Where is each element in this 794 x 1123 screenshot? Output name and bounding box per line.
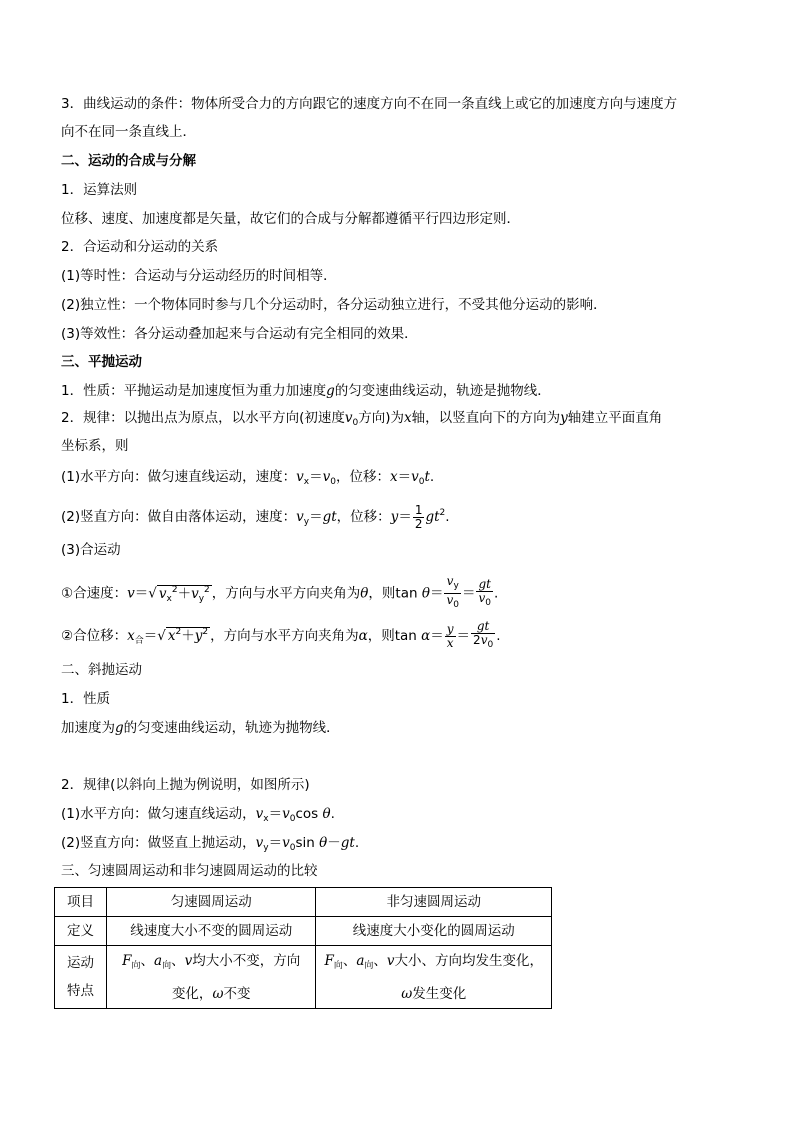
radicand <box>166 627 210 644</box>
text-line: 3．曲线运动的条件：物体所受合力的方向跟它的速度方向不在同一条直线上或它的加速度方向与速度方 <box>61 96 678 112</box>
table-cell <box>106 946 316 1009</box>
section-heading: 三、平抛运动 <box>61 354 142 370</box>
text: (1)水平方向：做匀速直线运动，速度： <box>61 469 297 485</box>
cell-text: 、 <box>140 952 155 969</box>
math-var: ω <box>401 985 413 1002</box>
math-sub: y <box>263 843 269 853</box>
text: . <box>354 835 360 851</box>
math-sub: 0 <box>418 477 425 487</box>
text: (2)竖直方向：做竖直上抛运动， <box>61 835 256 851</box>
math-var: g <box>115 720 124 736</box>
math-var: v <box>296 509 304 525</box>
text-line <box>61 800 739 828</box>
math-var: gt <box>340 835 355 851</box>
math-sub: 0 <box>453 600 459 610</box>
text: ，则tan <box>367 628 417 644</box>
math-var: t <box>424 469 430 485</box>
math-sub: 0 <box>352 418 359 428</box>
text: ＝ <box>430 628 444 644</box>
text: (2)竖直方向：做自由落体运动，速度： <box>61 509 297 525</box>
fraction <box>413 504 425 531</box>
table-cell <box>55 946 107 1009</box>
text-line <box>61 618 739 650</box>
math-var: θ <box>421 585 430 602</box>
text: sin <box>295 835 315 851</box>
text: ，位移： <box>335 469 390 485</box>
math-var: x <box>127 628 135 644</box>
math-sub: x <box>166 593 172 604</box>
text: ②合位移： <box>61 628 128 644</box>
math-var: F <box>324 952 334 969</box>
math-var: v <box>255 806 264 822</box>
text: 的匀变速曲线运动，轨迹是抛物线． <box>334 383 551 399</box>
math-var: g <box>326 383 335 399</box>
text: ＝ <box>456 628 471 644</box>
text-line <box>61 714 739 742</box>
cell-text: 大小、方向均发生变化， <box>394 952 544 969</box>
text-line <box>61 463 739 491</box>
text: cos <box>295 806 319 822</box>
text: 方向)为 <box>358 410 405 426</box>
cell-text: 变化， <box>171 985 213 1002</box>
fraction <box>444 575 461 612</box>
text: . <box>496 628 501 644</box>
cell-text: 不变 <box>223 985 251 1002</box>
text-line <box>61 377 739 405</box>
math-var: x <box>167 628 176 644</box>
math-var: y <box>194 628 203 644</box>
fraction-numerator <box>444 575 461 594</box>
math-var: x <box>404 410 412 426</box>
fraction-denominator <box>471 634 495 652</box>
math-var: v <box>158 585 167 602</box>
math-sub: 向 <box>333 960 343 971</box>
text: ＝ <box>398 509 412 525</box>
text: ，方向与水平方向夹角为 <box>210 628 359 644</box>
math-sub: x <box>303 477 310 487</box>
text: ＋ <box>177 585 192 602</box>
fraction-denominator <box>444 594 461 612</box>
math-sub: 向 <box>162 960 172 971</box>
text: ，方向与水平方向夹角为 <box>211 585 361 602</box>
fraction-numerator: gt <box>471 620 495 634</box>
table-row <box>55 946 552 1009</box>
math-var: θ <box>319 835 328 851</box>
math-var: θ <box>322 806 331 822</box>
text-line: 三、匀速圆周运动和非匀速圆周运动的比较 <box>61 863 318 879</box>
math-sup: 2 <box>202 627 209 637</box>
text: (1)水平方向：做匀速直线运动， <box>61 806 256 822</box>
text: ＝ <box>268 835 283 851</box>
cell-text: 运动 <box>66 955 94 971</box>
text: ＝ <box>268 806 283 822</box>
text: 加速度为 <box>61 720 115 736</box>
math-sub: 向 <box>131 960 141 971</box>
math-sub: 合 <box>134 636 144 646</box>
comparison-table <box>54 887 552 1009</box>
math-sub: 向 <box>364 960 374 971</box>
text-line <box>61 574 739 610</box>
fraction-numerator: y <box>446 621 454 636</box>
radicand <box>157 585 212 602</box>
math-var: v <box>282 835 290 851</box>
math-var: v <box>480 633 488 647</box>
text: 轴，以竖直向下的方向为 <box>411 410 561 426</box>
cell-text: 特点 <box>66 983 94 999</box>
math-var: y <box>560 410 568 426</box>
text-line: 位移、速度、加速度都是矢量，故它们的合成与分解都遵循平行四边形定则． <box>61 211 520 227</box>
math-sup: 2 <box>439 508 446 518</box>
table-cell <box>316 946 552 1009</box>
table-header-cell: 项目 <box>55 888 107 917</box>
math-sub: 0 <box>289 814 296 824</box>
math-var: v <box>386 952 395 969</box>
cell-text: 均大小不变，方向 <box>192 952 301 969</box>
math-sub: x <box>263 814 269 824</box>
table-cell: 线速度大小变化的圆周运动 <box>316 917 552 946</box>
text-line: 2．规律(以斜向上抛为例说明，如图所示) <box>61 777 310 793</box>
math-var: α <box>358 628 368 644</box>
math-sub: 0 <box>485 597 491 608</box>
text-line: 向不在同一条直线上． <box>61 124 196 140</box>
text-line: (2)独立性：一个物体同时参与几个分运动时，各分运动独立进行，不受其他分运动的影响． <box>61 297 607 313</box>
fraction <box>476 578 493 610</box>
math-sup: 2 <box>175 627 182 637</box>
text: 轴建立平面直角 <box>567 410 663 426</box>
text-line: 1．性质 <box>61 691 111 707</box>
table-cell: 线速度大小不变的圆周运动 <box>106 917 316 946</box>
table-header-cell: 匀速圆周运动 <box>106 888 316 917</box>
math-var: F <box>122 952 132 969</box>
text-line <box>61 829 739 857</box>
math-var: v <box>411 469 419 485</box>
fraction <box>471 620 495 652</box>
cell-text: 、 <box>171 952 185 969</box>
math-var: v <box>322 469 331 485</box>
math-var: gt <box>425 509 440 525</box>
section-heading: 二、运动的合成与分解 <box>61 153 196 169</box>
text: ＝ <box>143 628 158 644</box>
sqrt-sign: √ <box>157 628 166 644</box>
fraction-numerator: 1 <box>414 502 423 517</box>
math-sub: 0 <box>289 843 296 853</box>
text: ＝ <box>309 469 323 485</box>
text: 2 <box>473 633 481 647</box>
text: ，位移： <box>336 509 391 525</box>
math-var: v <box>446 593 454 607</box>
fraction-numerator: gt <box>478 576 491 591</box>
fraction-denominator <box>476 592 493 610</box>
text: － <box>327 835 341 851</box>
text-line <box>61 404 739 432</box>
math-sub: y <box>198 593 205 604</box>
section-heading: 二、斜抛运动 <box>61 662 142 678</box>
text: 1．性质：平抛运动是加速度恒为重力加速度 <box>61 383 327 399</box>
math-var: v <box>184 952 193 969</box>
table-row <box>55 917 552 946</box>
math-sub: 0 <box>487 640 494 650</box>
math-var: v <box>255 835 264 851</box>
sqrt-sign: √ <box>148 585 157 602</box>
text: ＋ <box>181 628 195 644</box>
text: ＝ <box>134 585 149 602</box>
fraction <box>445 623 456 650</box>
text-line: 2．合运动和分运动的关系 <box>61 239 219 255</box>
math-var: v <box>127 585 135 602</box>
text: ＝ <box>397 469 412 485</box>
text: . <box>330 806 335 822</box>
table-row <box>55 888 552 917</box>
text: ＝ <box>461 585 476 602</box>
cell-text: 、 <box>373 952 387 969</box>
math-var: v <box>478 590 486 605</box>
math-var: α <box>421 628 431 644</box>
cell-text: 、 <box>342 952 357 969</box>
math-sub: y <box>453 581 459 591</box>
fraction-denominator: x <box>446 635 454 650</box>
math-sup: 2 <box>204 584 210 595</box>
math-var: v <box>344 410 353 426</box>
math-var: y <box>390 509 399 525</box>
math-var: v <box>296 469 304 485</box>
text: ＝ <box>429 585 444 602</box>
math-sup: 2 <box>171 584 178 595</box>
text: ①合速度： <box>61 585 128 602</box>
table-cell: 定义 <box>55 917 107 946</box>
math-var: a <box>356 952 365 969</box>
text: . <box>494 585 499 602</box>
text-line: 1．运算法则 <box>61 182 138 198</box>
text-line <box>61 499 739 531</box>
text: . <box>429 469 435 485</box>
math-var: ω <box>212 985 224 1002</box>
text-line: (3)合运动 <box>61 542 121 558</box>
math-sub: 0 <box>330 477 336 487</box>
text-line: (3)等效性：各分运动叠加起来与合运动有完全相同的效果． <box>61 326 418 342</box>
math-var: v <box>446 574 454 588</box>
math-var: a <box>154 952 163 969</box>
text: 的匀变速曲线运动，轨迹为抛物线． <box>123 720 340 736</box>
math-var: gt <box>322 509 337 525</box>
text-line: 坐标系，则 <box>61 438 129 454</box>
text-line: (1)等时性：合运动与分运动经历的时间相等． <box>61 268 337 284</box>
text: . <box>445 509 450 525</box>
math-var: θ <box>360 585 369 602</box>
math-var: v <box>282 806 290 822</box>
math-sub: y <box>303 517 310 527</box>
math-var: x <box>389 469 398 485</box>
fraction-denominator: 2 <box>414 516 423 531</box>
cell-text: 发生变化 <box>412 985 467 1002</box>
text: ，则tan <box>368 585 418 602</box>
math-var: v <box>191 585 199 602</box>
text: 2．规律：以抛出点为原点，以水平方向(初速度 <box>61 410 345 426</box>
table-header-cell: 非匀速圆周运动 <box>316 888 552 917</box>
text: ＝ <box>309 509 323 525</box>
